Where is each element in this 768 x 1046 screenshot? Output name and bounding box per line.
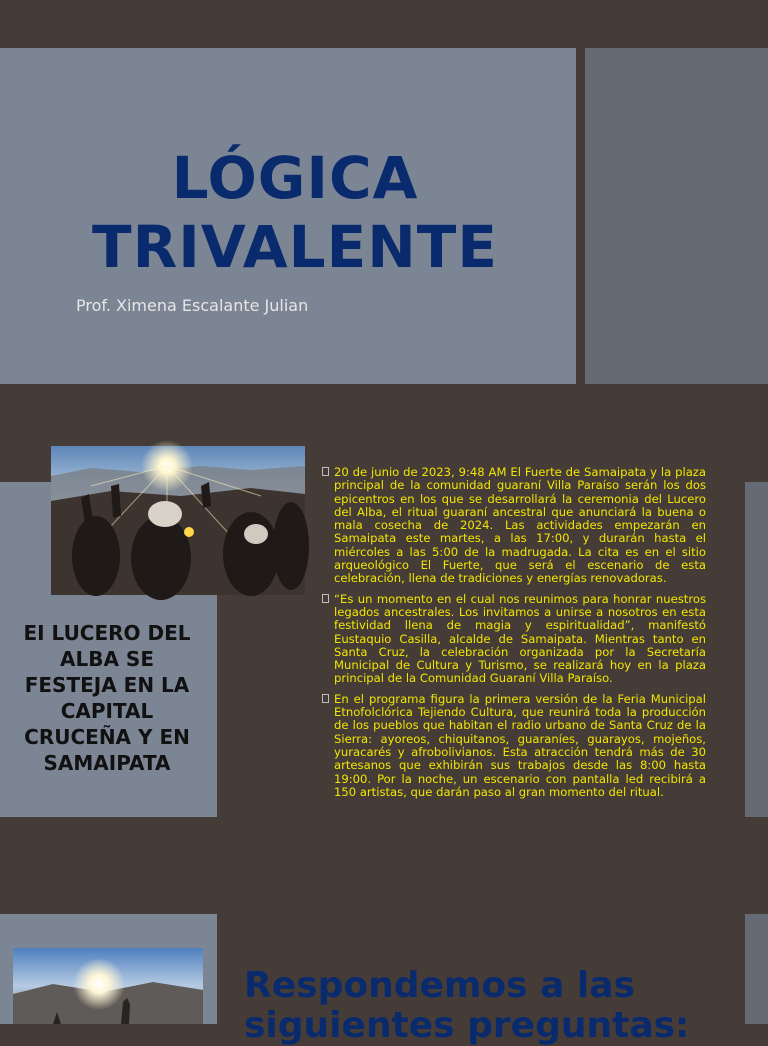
slide2-heading: EI LUCERO DEL ALBA SE FESTEJA EN LA CAPITAL CRUCEÑA Y EN SAMAIPATA [23, 621, 191, 775]
slide1-subtitle: Prof. Ximena Escalante Julian [76, 296, 309, 315]
ritual-photo [51, 446, 305, 595]
slide2-right-panel [745, 482, 768, 817]
bullet-icon [322, 594, 329, 603]
slide2-article-text [322, 466, 706, 806]
slide1-title [40, 144, 550, 282]
sunrise-photo [13, 948, 203, 1024]
ritual-photo-illustration [51, 446, 305, 595]
article-paragraph-text: En el programa figura la primera versión de la Feria Municipal Etnofolclórica Tejiendo Cultura, que reunirá toda la producción de los pueblos que habitan el radio urbano de Santa Cruz de la Sierra: ayoreos, chiquitanos, guaraníes, guarayos, mojeños, yuracarés y afrobolivianos. Esta atracción tendrá más de 30 artesanos que exhibirán sus trabajos desde las 8:00 hasta 19:00. Por la noche, un escenario con pantalla led recibirá a 150 artistas, que darán paso al gran momento del ritual. [334, 691, 706, 799]
article-paragraph [322, 593, 706, 686]
article-paragraph-text: 20 de junio de 2023, 9:48 AM El Fuerte de Samaipata y la plaza principal de la comunidad guaraní Villa Paraíso serán los dos epicentros en los que se desarrollará la ceremonia del Lucero del Alba, el ritual guaraní ancestral que anunciará la buena o mala cosecha de 2024. Las actividades empezarán en Samaipata este martes, a las 17:00, y durarán hasta el miércoles a las 5:00 de la madrugada. La cita es en el sitio arqueológico El Fuerte, que será el escenario de esta celebración, llena de tradiciones y energías renovadoras. [334, 465, 706, 586]
slide1-title-line2: TRIVALENTE [92, 213, 498, 281]
article-paragraph [322, 466, 706, 586]
slide3-right-panel [745, 914, 768, 1024]
article-paragraph [322, 693, 706, 799]
slide3-heading: Respondemos a las siguientes preguntas: [244, 965, 690, 1046]
bullet-icon [322, 467, 329, 476]
bullet-icon [322, 694, 329, 703]
article-paragraph-text: “Es un momento en el cual nos reunimos para honrar nuestros legados ancestrales. Los invitamos a unirse a nosotros en esta festividad llena de magia y espiritualidad”, manifestó Eustaquio Casilla, alcalde de Samaipata. Mientras tanto en Santa Cruz, la celebración organizada por la Secretaría Municipal de Cultura y Turismo, se realizará hoy en la plaza principal de la Comunidad Guaraní Villa Paraíso. [334, 591, 706, 686]
slide1-side-panel [585, 48, 768, 384]
sunrise-photo-illustration [13, 948, 203, 1024]
slide1-title-line1: LÓGICA [171, 144, 419, 212]
